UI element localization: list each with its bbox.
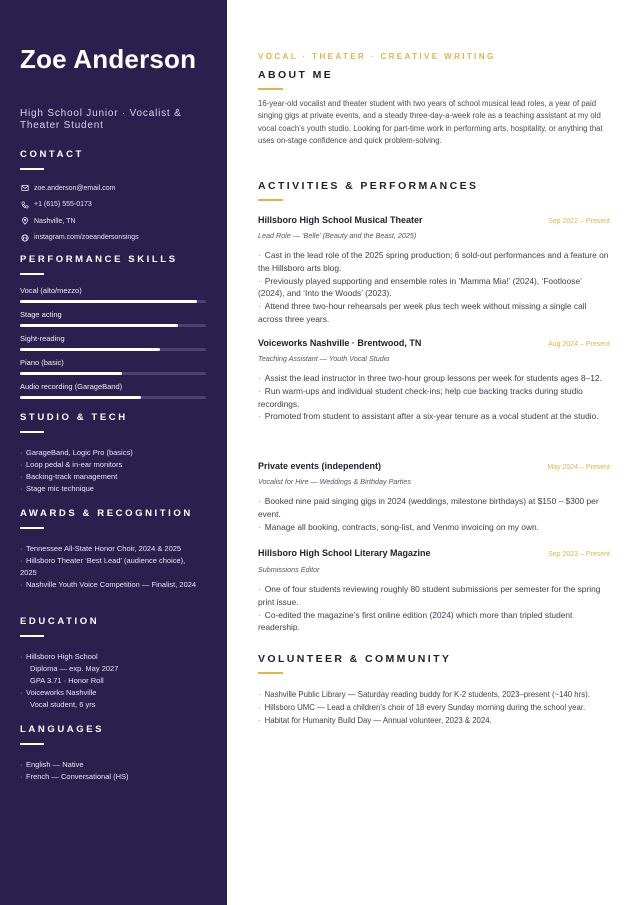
entry-bullets (258, 249, 610, 326)
activities-divider (258, 199, 283, 201)
list-item: · Previously played supporting and ensemble roles in ‘Mamma Mia!’ (2024), ‘Footloose’ (2024), and ‘Into the Woods’ (2023). (258, 275, 582, 299)
contact-heading: CONTACT (20, 149, 84, 160)
entry-bullets (258, 372, 610, 423)
list-item: · Cast in the lead role of the 2025 spring production; 6 sold-out performances and a feature on the Hillsboro arts blog. (258, 250, 609, 273)
entry-title: Voiceworks Nashville · Brentwood, TN (258, 338, 422, 348)
candidate-subtitle: High School Junior · Vocalist & Theater Student (20, 108, 182, 131)
education-heading: EDUCATION (20, 616, 100, 627)
entry-role: Lead Role — ‘Belle’ (Beauty and the Beast, 2025) (258, 231, 417, 240)
entry-date: Sep 2023 – Present (548, 551, 610, 558)
contact-email-text[interactable]: zoe.anderson@email.com (34, 184, 116, 192)
skill-label: Audio recording (GarageBand) (20, 382, 123, 391)
sidebar (0, 0, 227, 905)
volunteer-heading: VOLUNTEER & COMMUNITY (258, 653, 452, 665)
list-item: · Voiceworks Nashville (20, 687, 118, 699)
contact-phone[interactable] (20, 197, 139, 214)
list-item: · Backing-track management (20, 471, 133, 483)
list-item: · Nashville Public Library — Saturday reading buddy for K-2 students, 2023–present (~140 hrs). (258, 690, 590, 699)
list-item: · Hillsboro Theater ‘Best Lead’ (audience choice), (20, 555, 210, 567)
entry-title: Private events (independent) (258, 461, 382, 471)
list-item: · Habitat for Humanity Build Day — Annual volunteer, 2023 & 2024. (258, 716, 492, 725)
contact-email[interactable] (20, 180, 139, 197)
entry-date: Sep 2022 – Present (548, 218, 610, 225)
entry-role: Vocalist for Hire — Weddings & Birthday Parties (258, 477, 411, 486)
list-item-detail: Diploma — exp. May 2027 (30, 664, 119, 673)
mail-icon (20, 184, 29, 193)
list-item: · French — Conversational (HS) (20, 771, 129, 783)
skill-label: Piano (basic) (20, 358, 64, 367)
list-item: · Hillsboro High School (20, 651, 118, 663)
awards-heading: AWARDS & RECOGNITION (20, 508, 193, 519)
contact-divider (20, 168, 44, 170)
entry-bullets (258, 495, 610, 533)
education-divider (20, 635, 44, 637)
list-item-detail: Vocal student, 6 yrs (30, 700, 96, 709)
skill-label: Sight-reading (20, 334, 65, 343)
globe-icon (20, 233, 29, 242)
contact-phone-text[interactable]: +1 (615) 555-0173 (34, 201, 92, 209)
skill-bar-track (20, 300, 206, 303)
phone-icon (20, 200, 29, 209)
entry-role: Teaching Assistant — Youth Vocal Studio (258, 354, 390, 363)
studio-section (20, 412, 133, 495)
entry-title: Hillsboro High School Musical Theater (258, 215, 423, 225)
languages-heading: LANGUAGES (20, 724, 105, 735)
list-item: · Booked nine paid singing gigs in 2024 (weddings, milestone birthdays) at $150 – $300 per event. (258, 496, 599, 519)
location-pin-icon (20, 217, 29, 226)
languages-section (20, 724, 129, 783)
entry-date: May 2024 – Present (547, 464, 610, 471)
skill-item (20, 357, 206, 381)
candidate-name: Zoe Anderson (20, 44, 197, 74)
studio-divider (20, 431, 44, 433)
contact-location (20, 213, 139, 230)
skills-heading: PERFORMANCE SKILLS (20, 254, 178, 265)
skill-item (20, 333, 206, 357)
contact-list (20, 180, 139, 246)
skill-bar-fill (20, 396, 141, 399)
contact-website-text[interactable]: instagram.com/zoeandersonsings (34, 234, 139, 242)
volunteer-divider (258, 672, 283, 674)
list-item-continuation: 2025 (20, 568, 37, 577)
list-item: · One of four students reviewing roughly 80 student submissions per semester for the spring print issue. (258, 584, 601, 607)
list-item: · Manage all booking, contracts, song-list, and Venmo invoicing on my own. (258, 521, 539, 532)
list-item: · Co-edited the magazine’s first online edition (2024) which more than tripled student readership. (258, 609, 573, 633)
activities-heading: ACTIVITIES & PERFORMANCES (258, 180, 479, 192)
skill-bar-fill (20, 300, 197, 303)
skill-item (20, 309, 206, 333)
skills-divider (20, 273, 44, 275)
languages-list (20, 759, 129, 783)
list-item: · GarageBand, Logic Pro (basics) (20, 447, 133, 459)
skill-bar-track (20, 348, 206, 351)
list-item: · Attend three two-hour rehearsals per week plus tech week without missing a single call across three years. (258, 301, 587, 324)
list-item: · Run warm-ups and individual student check-ins; help cue backing tracks during studio recordings. (258, 385, 583, 409)
languages-divider (20, 743, 44, 745)
skill-bar-track (20, 324, 206, 327)
skill-bar-track (20, 372, 206, 375)
skill-bar-track (20, 396, 206, 399)
contact-website[interactable] (20, 230, 139, 247)
awards-divider (20, 527, 44, 529)
education-list (20, 651, 118, 711)
entry-date: Aug 2024 – Present (548, 341, 610, 348)
studio-list (20, 447, 133, 495)
skills-list (20, 285, 206, 405)
skill-label: Stage acting (20, 310, 62, 319)
education-section (20, 616, 118, 711)
skill-item (20, 285, 206, 309)
skill-bar-fill (20, 348, 160, 351)
contact-section (20, 149, 139, 246)
awards-list (20, 543, 210, 591)
entry-bullets (258, 583, 610, 634)
list-item: · Hillsboro UMC — Lead a children’s choir of 18 every Sunday morning during the school year. (258, 703, 586, 712)
list-item: · Promoted from student to assistant after a six-year tenure as a vocal student at the studio. (258, 411, 599, 422)
about-heading: ABOUT ME (258, 69, 334, 81)
skill-bar-fill (20, 372, 122, 375)
entry-title: Hillsboro High School Literary Magazine (258, 548, 431, 558)
list-item: · Assist the lead instructor in three two-hour group lessons per week for students ages 8–12. (258, 373, 602, 383)
list-item-detail: GPA 3.71 · Honor Roll (30, 676, 104, 685)
skills-section (20, 254, 206, 405)
skill-item (20, 381, 206, 405)
list-item: · Loop pedal & in-ear monitors (20, 459, 133, 471)
about-text: 16-year-old vocalist and theater student with two years of school musical lead roles, a year of paid singing gigs at private events, and a steady three-day-a-week role as a teaching assistant at my old vocal coach’s youth studio. Looking for part-time work in performing arts, hospitality, or anything that uses on-stage confidence and quick problem-solving. (258, 99, 603, 145)
studio-heading: STUDIO & TECH (20, 412, 128, 423)
headline-kicker: VOCAL · THEATER · CREATIVE WRITING (258, 52, 496, 61)
about-divider (258, 88, 283, 90)
entry-role: Submissions Editor (258, 565, 320, 574)
list-item: · Stage mic technique (20, 483, 133, 495)
awards-section (20, 508, 210, 591)
list-item: · Tennessee All-State Honor Choir, 2024 & 2025 (20, 543, 210, 555)
contact-location-text: Nashville, TN (34, 217, 76, 225)
list-item: · English — Native (20, 759, 129, 771)
skill-label: Vocal (alto/mezzo) (20, 286, 82, 295)
volunteer-list (258, 688, 618, 727)
list-item: · Nashville Youth Voice Competition — Finalist, 2024 (20, 579, 210, 591)
skill-bar-fill (20, 324, 178, 327)
